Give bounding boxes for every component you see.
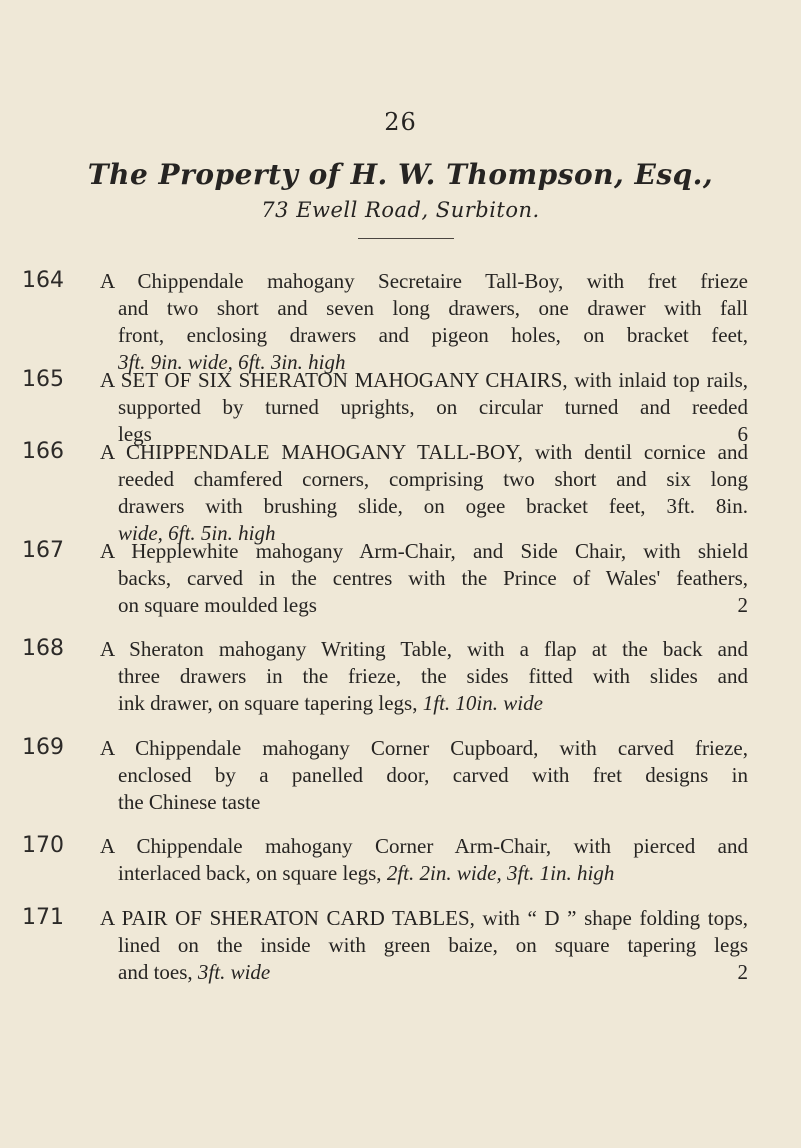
lot-description-line: A SET OF SIX SHERATON MAHOGANY CHAIRS, with inlaid top rails,: [100, 368, 748, 392]
lot-description-line: A Chippendale mahogany Corner Arm-Chair, with pierced and: [100, 834, 748, 858]
lot-description-line: [100, 322, 748, 349]
lot-quantity: 2: [737, 960, 748, 984]
lot-dimensions: 1ft. 10in. wide: [417, 691, 543, 715]
lot-description: [100, 905, 748, 986]
lot-dimensions: wide, 6ft. 5in. high: [118, 521, 276, 545]
lot-dimensions: 2ft. 2in. wide, 3ft. 1in. high: [381, 861, 615, 885]
lot-description-line: enclosed by a panelled door, carved with fret designs in: [118, 763, 748, 787]
lot-description: [100, 636, 748, 717]
lot-description-line: backs, carved in the centres with the Prince of Wales' feathers,: [118, 566, 748, 590]
lot-description-text: interlaced back, on square legs,: [118, 861, 382, 885]
lot-description-text: legs: [118, 422, 152, 446]
lot-number: 167: [22, 538, 64, 563]
lot-description-line: A CHIPPENDALE MAHOGANY TALL-BOY, with dentil cornice and: [100, 440, 748, 464]
lot-description: [100, 833, 748, 887]
lot-description-text: on square moulded legs: [118, 593, 317, 617]
lot-description-line: A Chippendale mahogany Corner Cupboard, with carved frieze,: [100, 736, 748, 760]
lot-description-text: drawers with brushing slide, on ogee bracket feet, 3ft. 8in.: [118, 494, 748, 518]
lot-number: 168: [22, 636, 64, 661]
lot-description-line: and two short and seven long drawers, one drawer with fall: [118, 296, 748, 320]
lot-description-line: [100, 860, 748, 887]
lot-description-line: reeded chamfered corners, comprising two short and six long: [118, 467, 748, 491]
page-number: 26: [384, 108, 417, 136]
lot-description-line: [100, 592, 748, 619]
lot-number: 171: [22, 905, 64, 930]
lot-description: [100, 439, 748, 547]
lot-description-line: the Chinese taste: [118, 790, 261, 814]
lot-description-line: supported by turned uprights, on circular turned and reeded: [118, 395, 748, 419]
lot-description-line: A PAIR OF SHERATON CARD TABLES, with “ D ” shape folding tops,: [100, 906, 748, 930]
lot-quantity: 2: [737, 593, 748, 617]
lot-quantity: 6: [737, 422, 748, 446]
lot-description-text: front, enclosing drawers and pigeon holes, on bracket feet,: [118, 323, 748, 347]
lot-number: 169: [22, 735, 64, 760]
lot-description-line: [100, 959, 748, 986]
page-subheading: 73 Ewell Road, Surbiton.: [261, 198, 540, 222]
lot-number: 166: [22, 439, 64, 464]
lot-description: [100, 538, 748, 619]
lot-description: [100, 268, 748, 376]
lot-description-line: lined on the inside with green baize, on square tapering legs: [118, 933, 748, 957]
page-heading: The Property of H. W. Thompson, Esq.,: [87, 158, 714, 191]
lot-description-line: [100, 690, 748, 717]
lot-description-line: A Hepplewhite mahogany Arm-Chair, and Side Chair, with shield: [100, 539, 748, 563]
lot-description-text: ink drawer, on square tapering legs,: [118, 691, 418, 715]
lot-dimensions: 3ft. 9in. wide, 6ft. 3in. high: [118, 350, 346, 374]
lot-description-line: [100, 493, 748, 520]
lot-dimensions: 3ft. wide: [192, 960, 271, 984]
lot-description: [100, 735, 748, 816]
lot-description-text: and toes,: [118, 960, 193, 984]
heading-rule: [358, 238, 454, 239]
lot-description: [100, 367, 748, 448]
lot-description-line: three drawers in the frieze, the sides fitted with slides and: [118, 664, 748, 688]
lot-description-line: A Sheraton mahogany Writing Table, with a flap at the back and: [100, 637, 748, 661]
lot-number: 164: [22, 268, 64, 293]
lot-number: 165: [22, 367, 64, 392]
lot-number: 170: [22, 833, 64, 858]
lot-description-line: A Chippendale mahogany Secretaire Tall-Boy, with fret frieze: [100, 269, 748, 293]
